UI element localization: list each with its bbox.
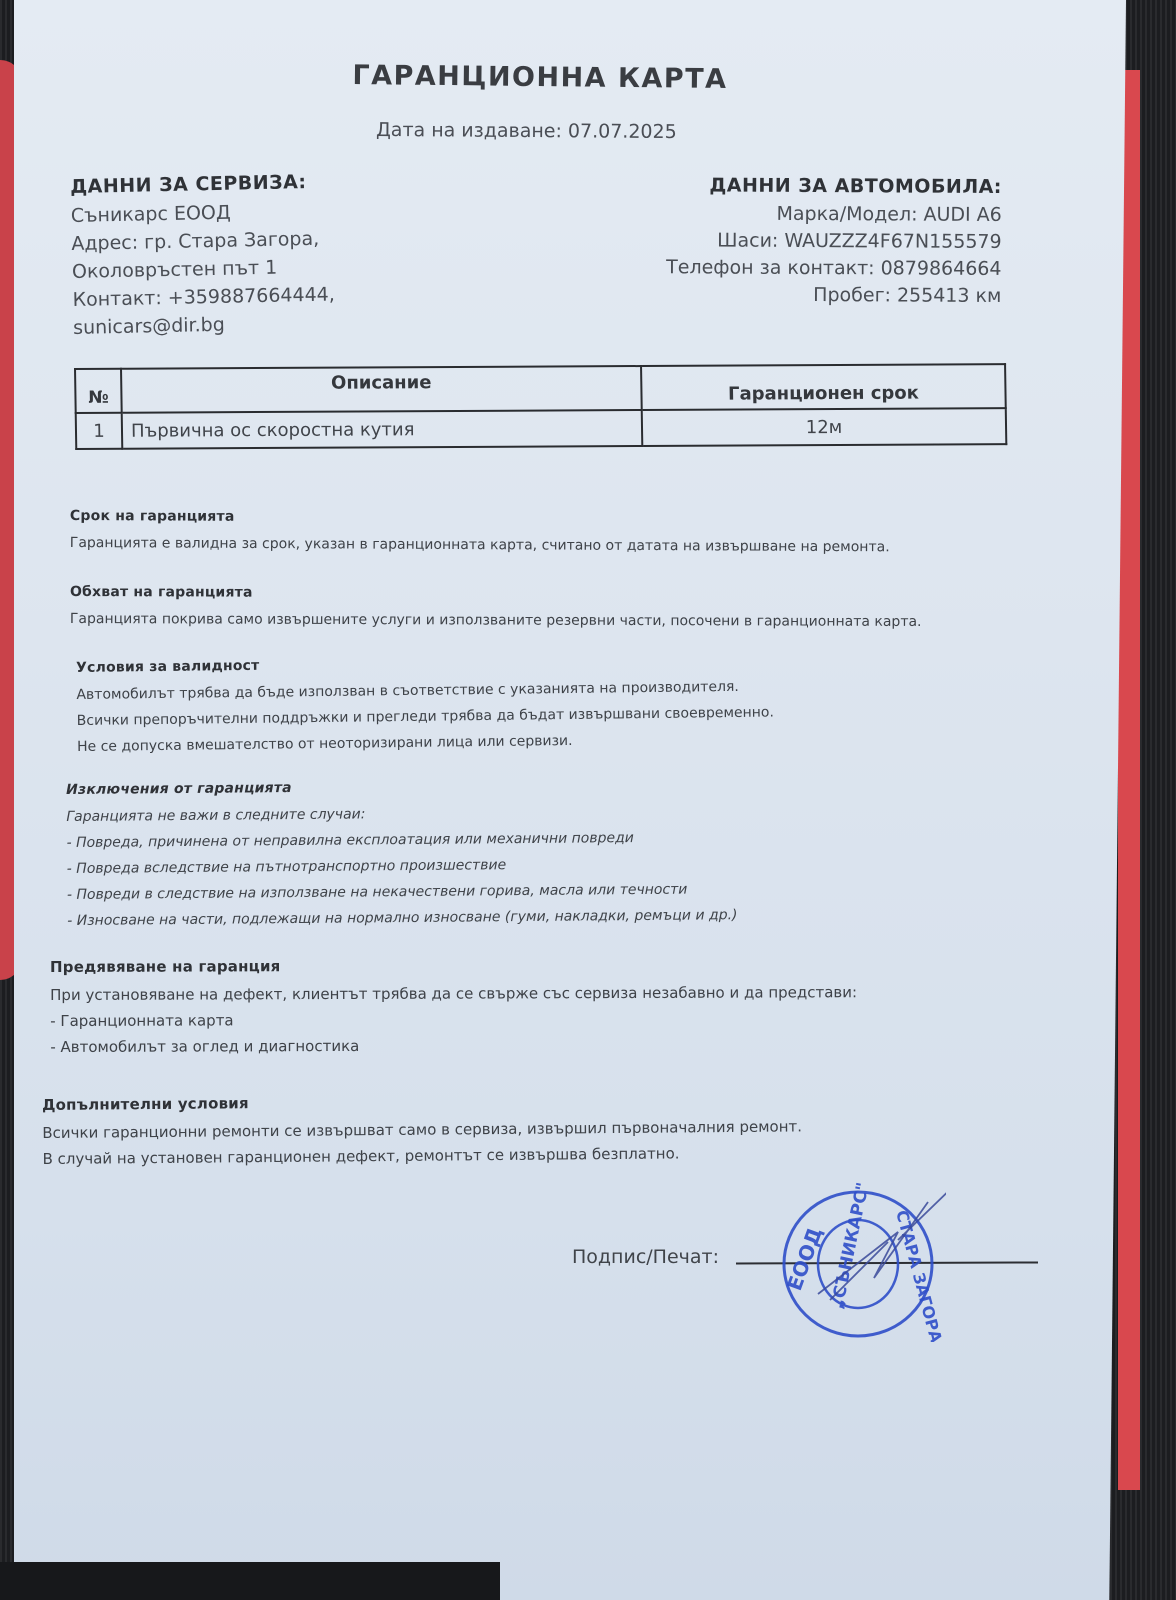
service-contact: Контакт: +359887664444, xyxy=(72,283,336,311)
table-header-row xyxy=(75,364,1006,413)
exclusion-item: - Повреда, причинена от неправилна експлоатация или механични повреди xyxy=(66,830,634,851)
section-title: Предявяване на гаранция xyxy=(50,957,281,976)
cell-num: 1 xyxy=(76,413,123,449)
exclusion-item: - Повреди в следствие на използване на некачествени горива, масла или течности xyxy=(66,881,688,903)
issue-date xyxy=(376,119,677,143)
service-address-line1: Адрес: гр. Стара Загора, xyxy=(71,227,320,255)
claim-item: - Автомобилът за оглед и диагностика xyxy=(50,1036,360,1056)
svg-text:„СЪНИКАРС": „СЪНИКАРС" xyxy=(827,1182,874,1312)
section-text: Автомобилът трябва да бъде използван в съответствие с указанията на производителя. xyxy=(76,678,739,703)
vin-label: Шаси: xyxy=(717,229,779,252)
service-email: sunicars@dir.bg xyxy=(72,313,226,339)
make-model-value: AUDI A6 xyxy=(923,203,1002,226)
section-text: Гаранцията покрива само извършените услуги и използваните резервни части, посочени в гаранционната карта. xyxy=(69,610,922,630)
vehicle-phone xyxy=(619,254,1001,283)
section-title: Допълнителни условия xyxy=(42,1094,249,1114)
section-text: Всички препоръчителни поддръжки и прегледи трябва да бъдат извършвани своевременно. xyxy=(76,704,775,729)
service-info xyxy=(70,169,403,342)
section-validity-conditions xyxy=(76,651,774,760)
vehicle-info xyxy=(619,174,1002,310)
section-warranty-scope xyxy=(70,584,922,635)
service-heading: ДАННИ ЗА СЕРВИЗА: xyxy=(70,171,307,198)
header-term: Гаранционен срок xyxy=(641,364,1006,410)
section-intro: Гаранцията не важи в следните случаи: xyxy=(66,806,366,825)
vehicle-vin xyxy=(620,227,1002,256)
phone-label: Телефон за контакт: xyxy=(666,256,875,280)
company-stamp-icon xyxy=(778,1182,946,1342)
vehicle-mileage xyxy=(619,281,1001,310)
header-num: № xyxy=(75,369,122,413)
issue-date-value: 07.07.2025 xyxy=(567,120,677,144)
section-exclusions xyxy=(66,776,738,934)
cell-description: Първична ос скоростна кутия xyxy=(122,410,643,449)
claim-item: - Гаранционната карта xyxy=(50,1011,234,1030)
service-address-line2: Околовръстен път 1 xyxy=(71,256,278,283)
header-description: Описание xyxy=(121,366,642,413)
section-warranty-term xyxy=(70,508,890,560)
section-title: Условия за валидност xyxy=(76,657,260,676)
svg-text:ЕООД: ЕООД xyxy=(782,1223,828,1294)
svg-text:СТАРА ЗАГОРА: СТАРА ЗАГОРА xyxy=(892,1208,946,1342)
make-model-label: Марка/Модел: xyxy=(776,202,918,226)
vehicle-make-model xyxy=(620,200,1002,229)
section-text: Гаранцията е валидна за срок, указан в гаранционната карта, считано от датата на извършване на ремонта. xyxy=(69,534,890,556)
vin-value: WAUZZZ4F67N155579 xyxy=(784,229,1002,253)
cell-term: 12м xyxy=(642,408,1007,446)
mileage-value: 255413 км xyxy=(896,284,1002,307)
issue-date-label: Дата на издаване: xyxy=(375,118,563,143)
section-text: В случай на установен гаранционен дефект, ремонтът се извършва безплатно. xyxy=(42,1144,680,1168)
table-row xyxy=(76,408,1007,449)
signature-label: Подпис/Печат: xyxy=(572,1246,719,1268)
section-title: Изключения от гаранцията xyxy=(66,780,292,798)
vehicle-heading: ДАННИ ЗА АВТОМОБИЛА: xyxy=(709,174,1002,198)
exclusion-item: - Повреда вследствие на пътнотранспортно произшествие xyxy=(66,857,507,877)
section-additional-conditions xyxy=(42,1089,802,1172)
service-name: Съникарс ЕООД xyxy=(70,201,231,227)
page-title: ГАРАНЦИОННА КАРТА xyxy=(352,60,728,95)
warranty-items-table xyxy=(74,363,1007,450)
section-title: Обхват на гаранцията xyxy=(69,584,253,601)
section-text: Не се допуска вмешателство от неоторизирани лица или сервизи. xyxy=(76,732,573,755)
section-text: Всички гаранционни ремонти се извършват само в сервиза, извършил първоначалния ремонт. xyxy=(42,1117,803,1142)
section-intro: При установяване на дефект, клиентът трябва да се свърже със сервиза незабавно и да представи: xyxy=(50,983,858,1004)
phone-value: 0879864664 xyxy=(880,257,1002,280)
exclusion-item: - Износване на части, подлежащи на нормално износване (гуми, накладки, ремъци и др.) xyxy=(67,907,738,929)
section-title: Срок на гаранцията xyxy=(69,508,235,525)
section-warranty-claim xyxy=(50,955,857,1060)
mileage-label: Пробег: xyxy=(813,284,892,307)
